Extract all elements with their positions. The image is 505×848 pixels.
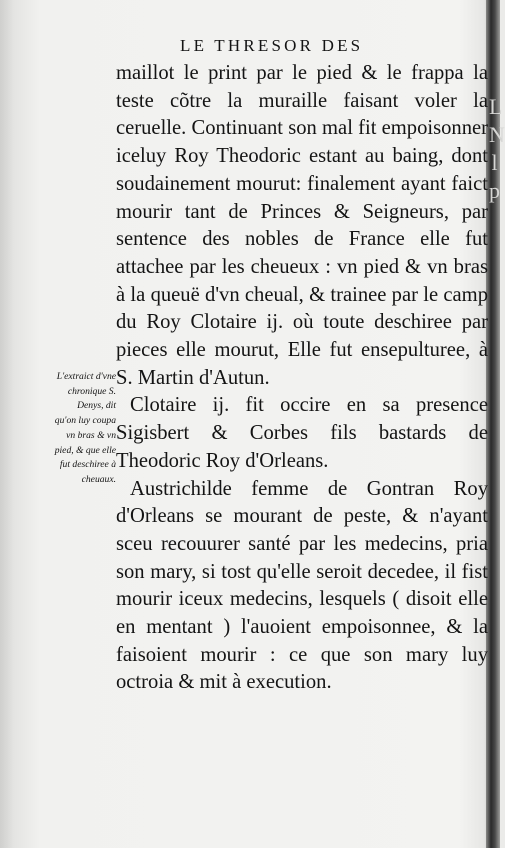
- facing-page-bleed: p: [489, 178, 500, 203]
- paragraph: Austrichilde femme de Gontran Roy d'Orleans se mourant de peste, & n'ayant sceu recouurer santé par les medecins, pria son mary, si tost qu'elle seroit decedee, il fist mourir iceux medecins, lesquels ( disoit elle en mentant ) l'auoient empoisonnee, & la faisoient mourir : ce que son mary luy octroia & mit à execution.: [116, 477, 488, 694]
- marginal-note: L'extraict d'vne chronique S. Denys, dit qu'on luy coupa vn bras & vn pied, & que elle fut deschiree à cheuaux.: [54, 371, 116, 485]
- facing-page-bleed: N: [489, 122, 505, 147]
- facing-page-bleed: L: [489, 94, 503, 119]
- paragraph: maillot le print par le pied & le frappa la teste cõtre la muraille faisant voler la ceruelle. Continuant son mal fit empoisonner iceluy Roy Theodoric estant au baing, dont soudainement mourut: finalement ayant faict mourir tant de Princes & Seigneurs, par sentence des nobles de France elle fut attachee par les cheueux : vn pied & vn bras à la queuë d'vn cheual, & trainee par le camp du Roy Clotaire ij. où toute deschiree par pieces elle mourut, Elle fut ensepulturee, à S. Martin d'Autun.: [116, 62, 488, 389]
- running-head: LE THRESOR DES: [180, 36, 364, 55]
- paragraph: Clotaire ij. fit occire en sa presence Sigisbert & Corbes fils bastards de Theodoric Roy d'Orleans.: [116, 394, 488, 472]
- facing-page-bleed: l: [491, 150, 498, 175]
- body-text: [116, 60, 488, 697]
